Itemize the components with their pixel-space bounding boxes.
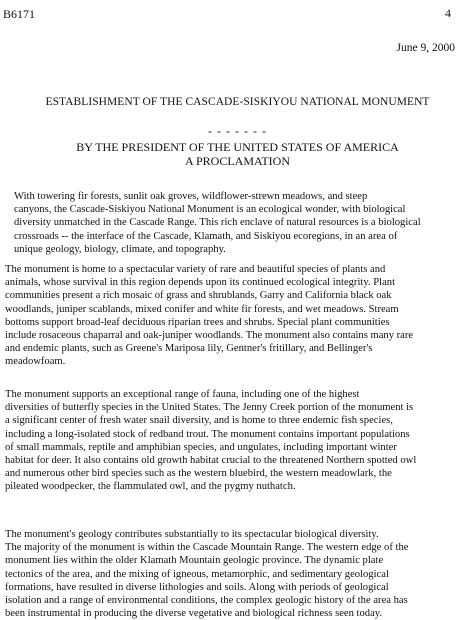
text-line: of small mammals, reptile and amphibian species, and ungulates, including important winter [5,441,397,453]
text-line: woodlands, juniper scablands, mixed conifer and white fir forests, and wet meadows. Stream [5,303,399,315]
page-number: 4 [445,6,451,20]
text-line: animals, whose survival in this region depends upon its continued ecological integrity. Plant [5,277,396,289]
text-line: With towering fir forests, sunlit oak groves, wildflower-strewn meadows, and steep [14,191,368,202]
text-line: canyons, the Cascade-Siskiyou National Monument is an ecological wonder, with biological [14,204,406,216]
proclamation-line-1: BY THE PRESIDENT OF THE UNITED STATES OF AMERICA [76,140,399,154]
text-line: and endemic plants, such as Greene's Mariposa lily, Gentner's fritillary, and Bellinger's [5,343,373,355]
text-line: diversity unmatched in the Cascade Range. This rich enclave of natural resources is a biological [14,217,421,229]
text-line: a significant center of fresh water snail diversity, and is home to three endemic fish species, [5,415,393,427]
text-line: formations, have resulted in diverse lithologies and soils. Along with periods of geological [5,581,389,593]
paragraph-2 [5,263,460,369]
separator: - - - - - - - [208,124,267,138]
text-line: communities present a rich mosaic of grass and shrublands, Garry and California black oak [5,290,392,302]
text-line: The monument's geology contributes substantially to its spectacular biological diversity. [5,529,379,540]
text-line: pileated woodpecker, the flammulated owl, and the pygmy nuthatch. [5,481,296,493]
text-line: including a long-isolated stock of redband trout. The monument contains important populations [5,428,410,440]
text-line: isolation and a range of environmental conditions, the complex geologic history of the area has [5,595,408,607]
text-line: bottoms support broad-leaf deciduous riparian trees and shrubs. Special plant communities [5,316,390,328]
paragraph-1 [14,190,459,256]
document-date: June 9, 2000 [396,42,455,54]
text-line: meadowfoam. [5,356,66,368]
text-line: crossroads -- the interface of the Cascade, Klamath, and Siskiyou ecoregions, in an area of [14,230,398,242]
proclamation-line-2: A PROCLAMATION [184,154,290,168]
text-line: tectonics of the area, and the mixing of igneous, metamorphic, and sedimentary geological [5,568,389,580]
text-line: The majority of the monument is within the Cascade Mountain Range. The western edge of the [5,542,409,554]
text-line: The monument supports an exceptional range of fauna, including one of the highest [5,389,360,400]
text-line: diversities of butterfly species in the United States. The Jenny Creek portion of the monument is [5,402,414,414]
proclamation-heading [0,140,475,168]
text-line: The monument is home to a spectacular variety of rare and beautiful species of plants and [5,264,386,275]
paragraph-3 [5,388,460,494]
text-line: include rosaceous chaparral and oak-juniper woodlands. The monument also contains many rare [5,330,414,342]
text-line: been instrumental in producing the diverse vegetative and biological richness seen today. [5,608,383,620]
text-line: habitat for deer. It also contains old growth habitat crucial to the threatened Northern spotted owl [5,455,417,467]
text-line: unique geology, biology, climate, and topography. [14,243,226,255]
text-line: and numerous other bird species such as the western bluebird, the western meadowlark, the [5,468,392,480]
document-id: B6171 [3,7,36,21]
document-title: ESTABLISHMENT OF THE CASCADE-SISKIYOU NATIONAL MONUMENT [45,96,430,108]
text-line: monument lies within the older Klamath Mountain geologic province. The dynamic plate [5,555,384,567]
paragraph-4 [5,528,460,620]
